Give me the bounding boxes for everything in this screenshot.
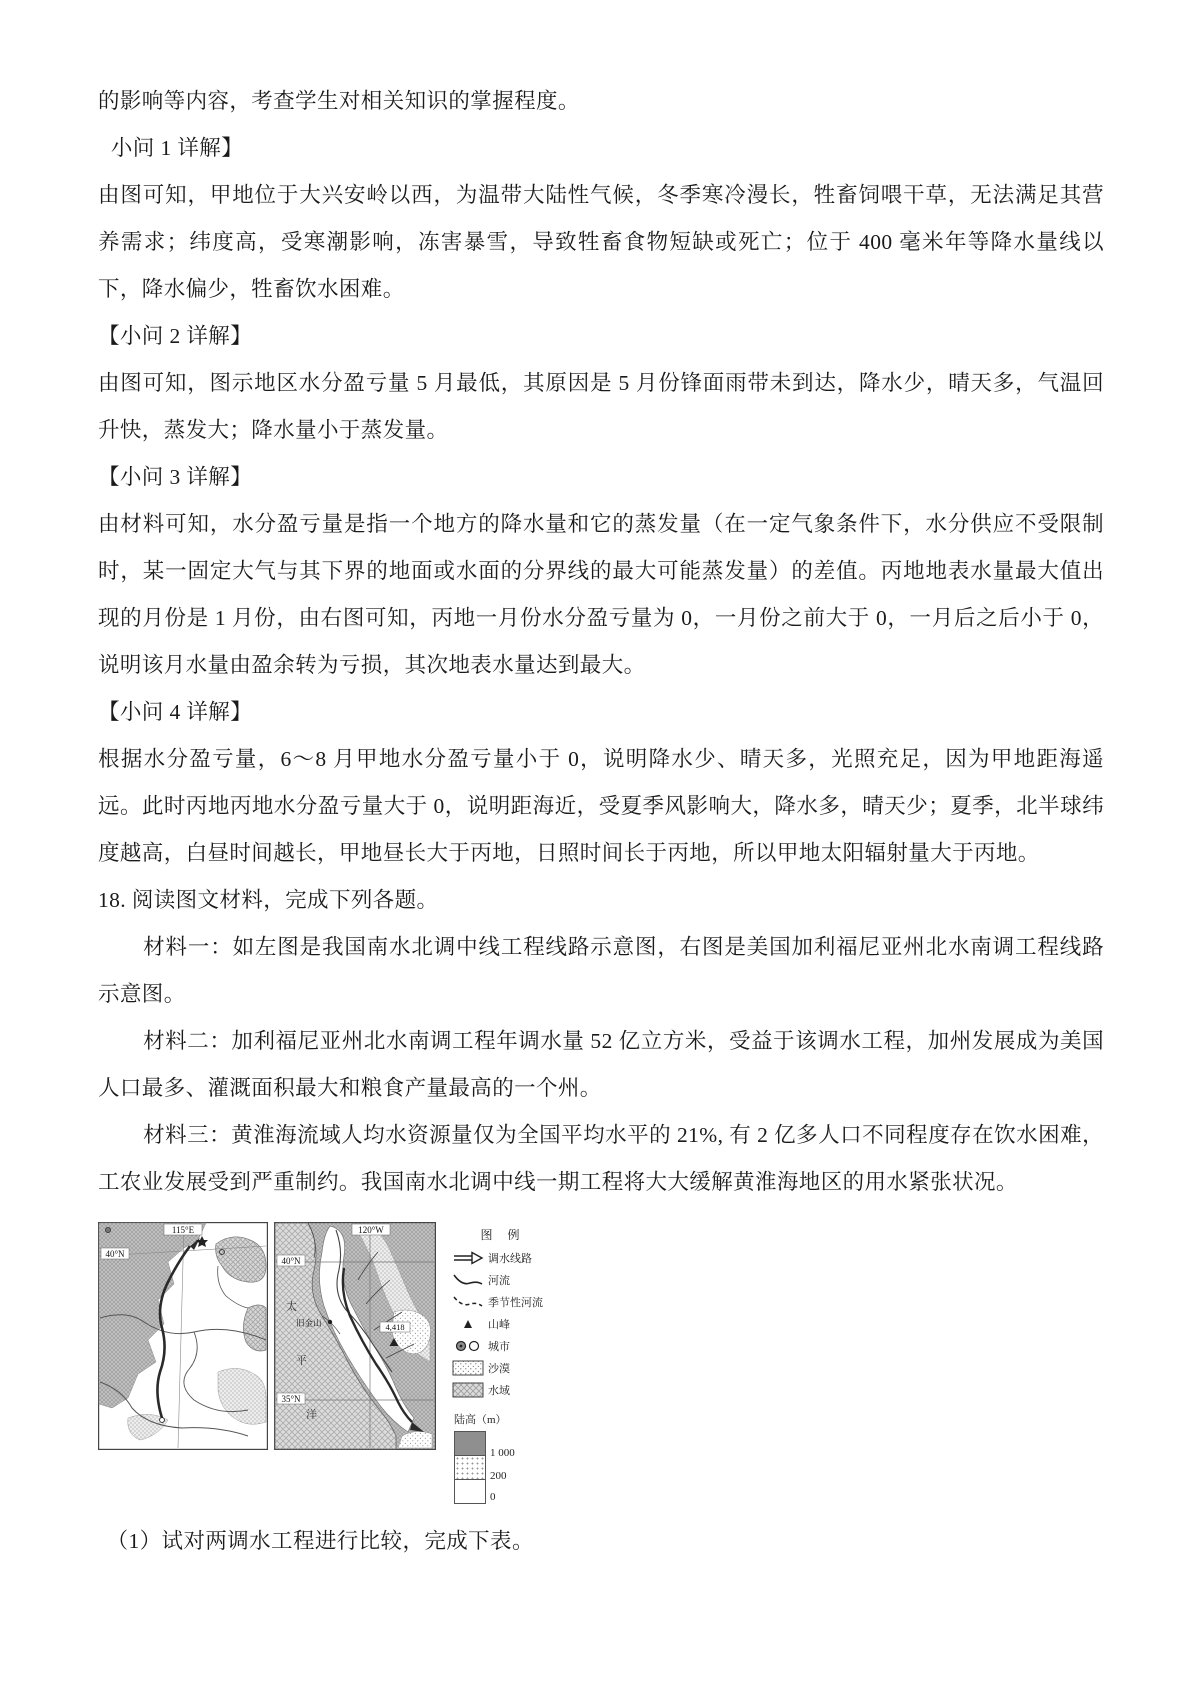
legend-label-river: 河流 bbox=[488, 1275, 510, 1287]
legend-item-peak bbox=[448, 1313, 608, 1335]
paragraph-subq3-answer: 由材料可知，水分盈亏量是指一个地方的降水量和它的蒸发量（在一定气象条件下，水分供应不受限制时，某一固定大气与其下界的地面或水面的分界线的最大可能蒸发量）的差值。丙地地表水量最大值出现的月份是 1 月份，由右图可知，丙地一月份水分盈亏量为 0，一月份之前大于 0，一月后之后小于 0，说明该月水量由盈余转为亏损，其次地表水量达到最大。 bbox=[98, 512, 1104, 677]
city-icon bbox=[448, 1339, 488, 1353]
china-water-transfer-map bbox=[98, 1222, 268, 1450]
right-map-lat35-label: 35°N bbox=[281, 1394, 301, 1404]
paragraph-material-3: 材料三：黄淮海流域人均水资源量仅为全国平均水平的 21%, 有 2 亿多人口不同程度存在饮水困难，工农业发展受到严重制约。我国南水北调中线一期工程将大大缓解黄淮海地区的用水紧张状况。 bbox=[98, 1123, 1104, 1194]
right-map-lon-label: 120°W bbox=[358, 1225, 384, 1235]
subquestion-1: （1）试对两调水工程进行比较，完成下表。 bbox=[106, 1529, 534, 1553]
heading-subq4: 【小问 4 详解】 bbox=[98, 700, 253, 724]
legend-label-water-area: 水域 bbox=[488, 1385, 510, 1397]
mountain-peak-icon bbox=[448, 1318, 488, 1330]
legend-item-water-area bbox=[448, 1379, 608, 1401]
map-legend bbox=[448, 1222, 608, 1504]
legend-item-desert bbox=[448, 1357, 608, 1379]
right-map-sf-city-dot bbox=[328, 1320, 332, 1324]
right-map-ocean-char-1: 太 bbox=[286, 1301, 297, 1313]
question-18-stem: 18. 阅读图文材料，完成下列各题。 bbox=[98, 888, 439, 912]
paragraph-subq1-answer: 由图可知，甲地位于大兴安岭以西，为温带大陆性气候，冬季寒冷漫长，牲畜饲喂干草，无法满足其营养需求；纬度高，受寒潮影响，冻害暴雪，导致牲畜食物短缺或死亡；位于 400 毫米年等降水量线以下，降水偏少，牲畜饮水困难。 bbox=[98, 183, 1104, 301]
elevation-tick-0: 0 bbox=[490, 1491, 496, 1503]
elevation-box-low bbox=[454, 1479, 486, 1504]
right-map-sf-label: 旧金山 bbox=[296, 1318, 322, 1328]
left-map-corner-city bbox=[105, 1227, 110, 1232]
left-map-lat-label: 40°N bbox=[105, 1249, 125, 1259]
legend-item-city bbox=[448, 1335, 608, 1357]
elevation-labels bbox=[484, 1431, 528, 1504]
transfer-route-icon bbox=[448, 1251, 488, 1265]
elevation-box-mid bbox=[454, 1455, 486, 1479]
water-area-swatch-icon bbox=[448, 1382, 488, 1398]
left-map-danjiangkou-city bbox=[160, 1418, 165, 1423]
right-map-lat40-label: 40°N bbox=[281, 1256, 301, 1266]
legend-label-transfer-route: 调水线路 bbox=[488, 1253, 532, 1265]
paragraph-material-1: 材料一：如左图是我国南水北调中线工程线路示意图，右图是美国加利福尼亚州北水南调工程线路示意图。 bbox=[98, 935, 1104, 1006]
paragraph-subq4-answer: 根据水分盈亏量，6～8 月甲地水分盈亏量小于 0，说明降水少、晴天多，光照充足，因为甲地距海遥远。此时丙地丙地水分盈亏量大于 0，说明距海近，受夏季风影响大，降水多，晴天少；夏季，北半球纬度越高，白昼时间越长，甲地昼长大于丙地，日照时间长于丙地，所以甲地太阳辐射量大于丙地。 bbox=[98, 747, 1104, 865]
desert-swatch-icon bbox=[448, 1360, 488, 1376]
legend-label-city: 城市 bbox=[488, 1341, 510, 1353]
heading-subq2: 【小问 2 详解】 bbox=[98, 324, 253, 348]
legend-item-seasonal-river bbox=[448, 1291, 608, 1313]
elevation-color-column bbox=[454, 1431, 484, 1504]
elevation-box-high bbox=[454, 1431, 486, 1455]
elevation-tick-1000: 1 000 bbox=[490, 1447, 515, 1459]
legend-title: 图 例 bbox=[480, 1228, 526, 1242]
elevation-scale bbox=[454, 1431, 608, 1504]
legend-label-desert: 沙漠 bbox=[488, 1363, 510, 1375]
right-map-ocean-char-2: 平 bbox=[296, 1355, 307, 1367]
paragraph-analysis-tail: 的影响等内容，考查学生对相关知识的掌握程度。 bbox=[98, 89, 580, 113]
elevation-scale-title: 陆高（m） bbox=[454, 1414, 507, 1426]
legend-label-peak: 山峰 bbox=[488, 1319, 510, 1331]
legend-item-river bbox=[448, 1269, 608, 1291]
right-map-ocean-char-3: 洋 bbox=[306, 1409, 317, 1421]
paragraph-subq2-answer: 由图可知，图示地区水分盈亏量 5 月最低，其原因是 5 月份锋面雨带未到达，降水少，晴天多，气温回升快，蒸发大；降水量小于蒸发量。 bbox=[98, 371, 1104, 442]
river-icon bbox=[448, 1272, 488, 1288]
document-content bbox=[98, 78, 1104, 1565]
seasonal-river-icon bbox=[448, 1294, 488, 1310]
legend-item-transfer-route bbox=[448, 1247, 608, 1269]
maps-figure bbox=[98, 1222, 1104, 1504]
elevation-tick-200: 200 bbox=[490, 1470, 507, 1482]
california-water-transfer-map bbox=[274, 1222, 436, 1450]
left-map-lon-label: 115°E bbox=[171, 1225, 195, 1235]
paragraph-material-2: 材料二：加利福尼亚州北水南调工程年调水量 52 亿立方米，受益于该调水工程，加州发展成为美国人口最多、灌溉面积最大和粮食产量最高的一个州。 bbox=[98, 1029, 1104, 1100]
right-map-peak-label: 4,418 bbox=[385, 1322, 405, 1332]
legend-label-seasonal-river: 季节性河流 bbox=[488, 1297, 543, 1309]
heading-subq3: 【小问 3 详解】 bbox=[98, 465, 253, 489]
heading-subq1: 小问 1 详解】 bbox=[110, 136, 244, 160]
